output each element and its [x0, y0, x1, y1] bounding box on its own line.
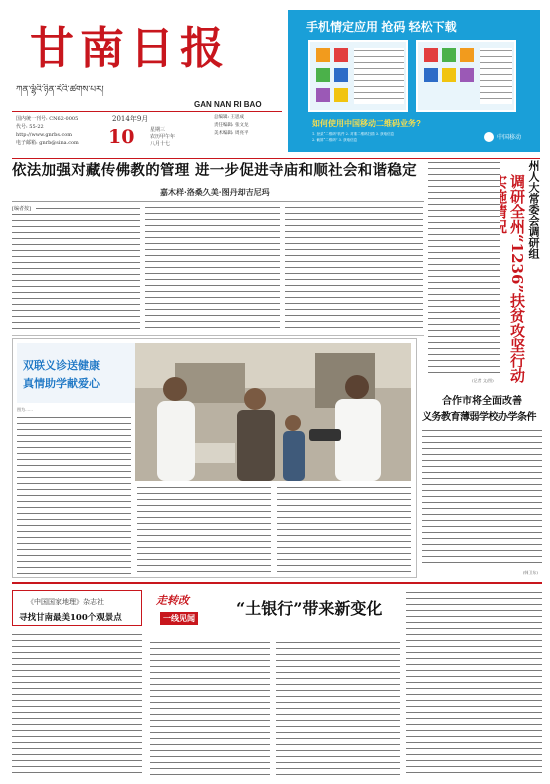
issue-lunar-1: 农历甲午年	[150, 134, 176, 140]
photo-feature	[12, 338, 417, 578]
mobile-ad-banner[interactable]	[288, 10, 540, 152]
issue-weekday: 星期三	[150, 127, 166, 133]
scenic-kicker: 《中国国家地理》杂志社	[27, 598, 104, 606]
clinic-scene-image	[135, 343, 411, 481]
school-headline-2: 义务教育薄弱学校办学条件	[422, 412, 536, 423]
scenic-headline: 寻找甘南最美100个观景点	[19, 613, 122, 623]
side-story-body	[428, 160, 500, 376]
reform-badge-bottom: 一线见闻	[160, 612, 198, 625]
issue-staff: 总编辑: 王思成 责任编辑: 张文龙 美术编辑: 周亮平	[214, 115, 249, 136]
ad-steps: 1. 登录“二维码”软件 2. 对准二维码扫描 3. 获取信息 2. 截屏“二维码” 3. 获取信息	[312, 132, 395, 142]
feature-photo	[135, 343, 411, 481]
land-bank-body-1	[150, 640, 270, 776]
reform-badge	[156, 592, 206, 638]
land-bank-headline: “土银行”带来新变化	[236, 599, 383, 618]
lead-byline: 嘉木样·洛桑久美·图丹却吉尼玛	[160, 187, 270, 197]
issue-year-month: 2014年9月	[112, 115, 149, 123]
masthead-bottom-rule	[12, 158, 540, 159]
feature-body-3	[277, 485, 411, 575]
bottom-section-rule	[12, 582, 542, 584]
side-story-headline: 调研全州“1236”扶贫攻坚行动	[508, 174, 526, 384]
ad-subtitle: 如何使用中国移动二维码业务?	[312, 119, 421, 128]
feature-title-line2: 真情助学献爱心	[23, 377, 100, 390]
issue-date	[104, 114, 194, 154]
feature-body-1	[17, 457, 131, 575]
china-mobile-logo: 中国移动	[484, 130, 532, 146]
reform-badge-top: 走转改	[156, 594, 189, 607]
side-story	[428, 160, 542, 388]
ad-phone-panel-left	[308, 40, 408, 112]
feature-title-line1: 双联义诊送健康	[23, 359, 100, 372]
masthead-tibetan: ཀན་ལྷོའི་ཉིན་རེའི་ཚགས་པར།	[16, 85, 104, 95]
lead-section-rule	[12, 335, 424, 336]
feature-caption: 图为……	[17, 407, 131, 455]
masthead-info-left: 国内统一刊号: CN62-0005 代号: 55-22 http://www.gnrbs.com 电子邮箱: gnrb@sina.com	[16, 116, 79, 146]
lead-column-2	[145, 205, 280, 330]
masthead-pinyin: GAN NAN RI BAO	[194, 100, 262, 109]
lead-headline: 依法加强对藏传佛教的管理 进一步促进寺庙和顺社会和谐稳定	[12, 162, 417, 179]
school-author: (韩卫东)	[522, 570, 538, 575]
school-body	[422, 428, 542, 568]
masthead-divider	[12, 111, 282, 112]
land-bank-body-3	[406, 590, 542, 776]
scenic-body	[12, 632, 142, 778]
issue-lunar-2: 八月十七	[150, 141, 171, 147]
masthead	[12, 8, 280, 156]
ad-phone-panel-right	[416, 40, 516, 112]
land-bank-body-2	[276, 640, 400, 776]
ad-title: 手机情定应用 抢码 轻松下载	[306, 20, 457, 34]
lead-editor-note	[12, 205, 140, 330]
lead-divider	[12, 201, 424, 202]
masthead-logo: 甘南日报	[30, 23, 230, 74]
issue-day: 10	[108, 126, 135, 148]
side-story-kicker: 州人大常委会调研组	[527, 160, 540, 259]
scenic-story	[12, 590, 142, 778]
school-headline-1: 合作市将全面改善	[442, 396, 522, 407]
school-story	[422, 392, 542, 578]
land-bank-story	[150, 590, 542, 778]
lead-column-3	[285, 205, 423, 330]
feature-title-box	[17, 343, 135, 403]
lead-kicker: [编者按]	[12, 206, 31, 212]
feature-body-2	[137, 485, 271, 575]
side-story-author: (记者 文/图)	[472, 378, 494, 383]
